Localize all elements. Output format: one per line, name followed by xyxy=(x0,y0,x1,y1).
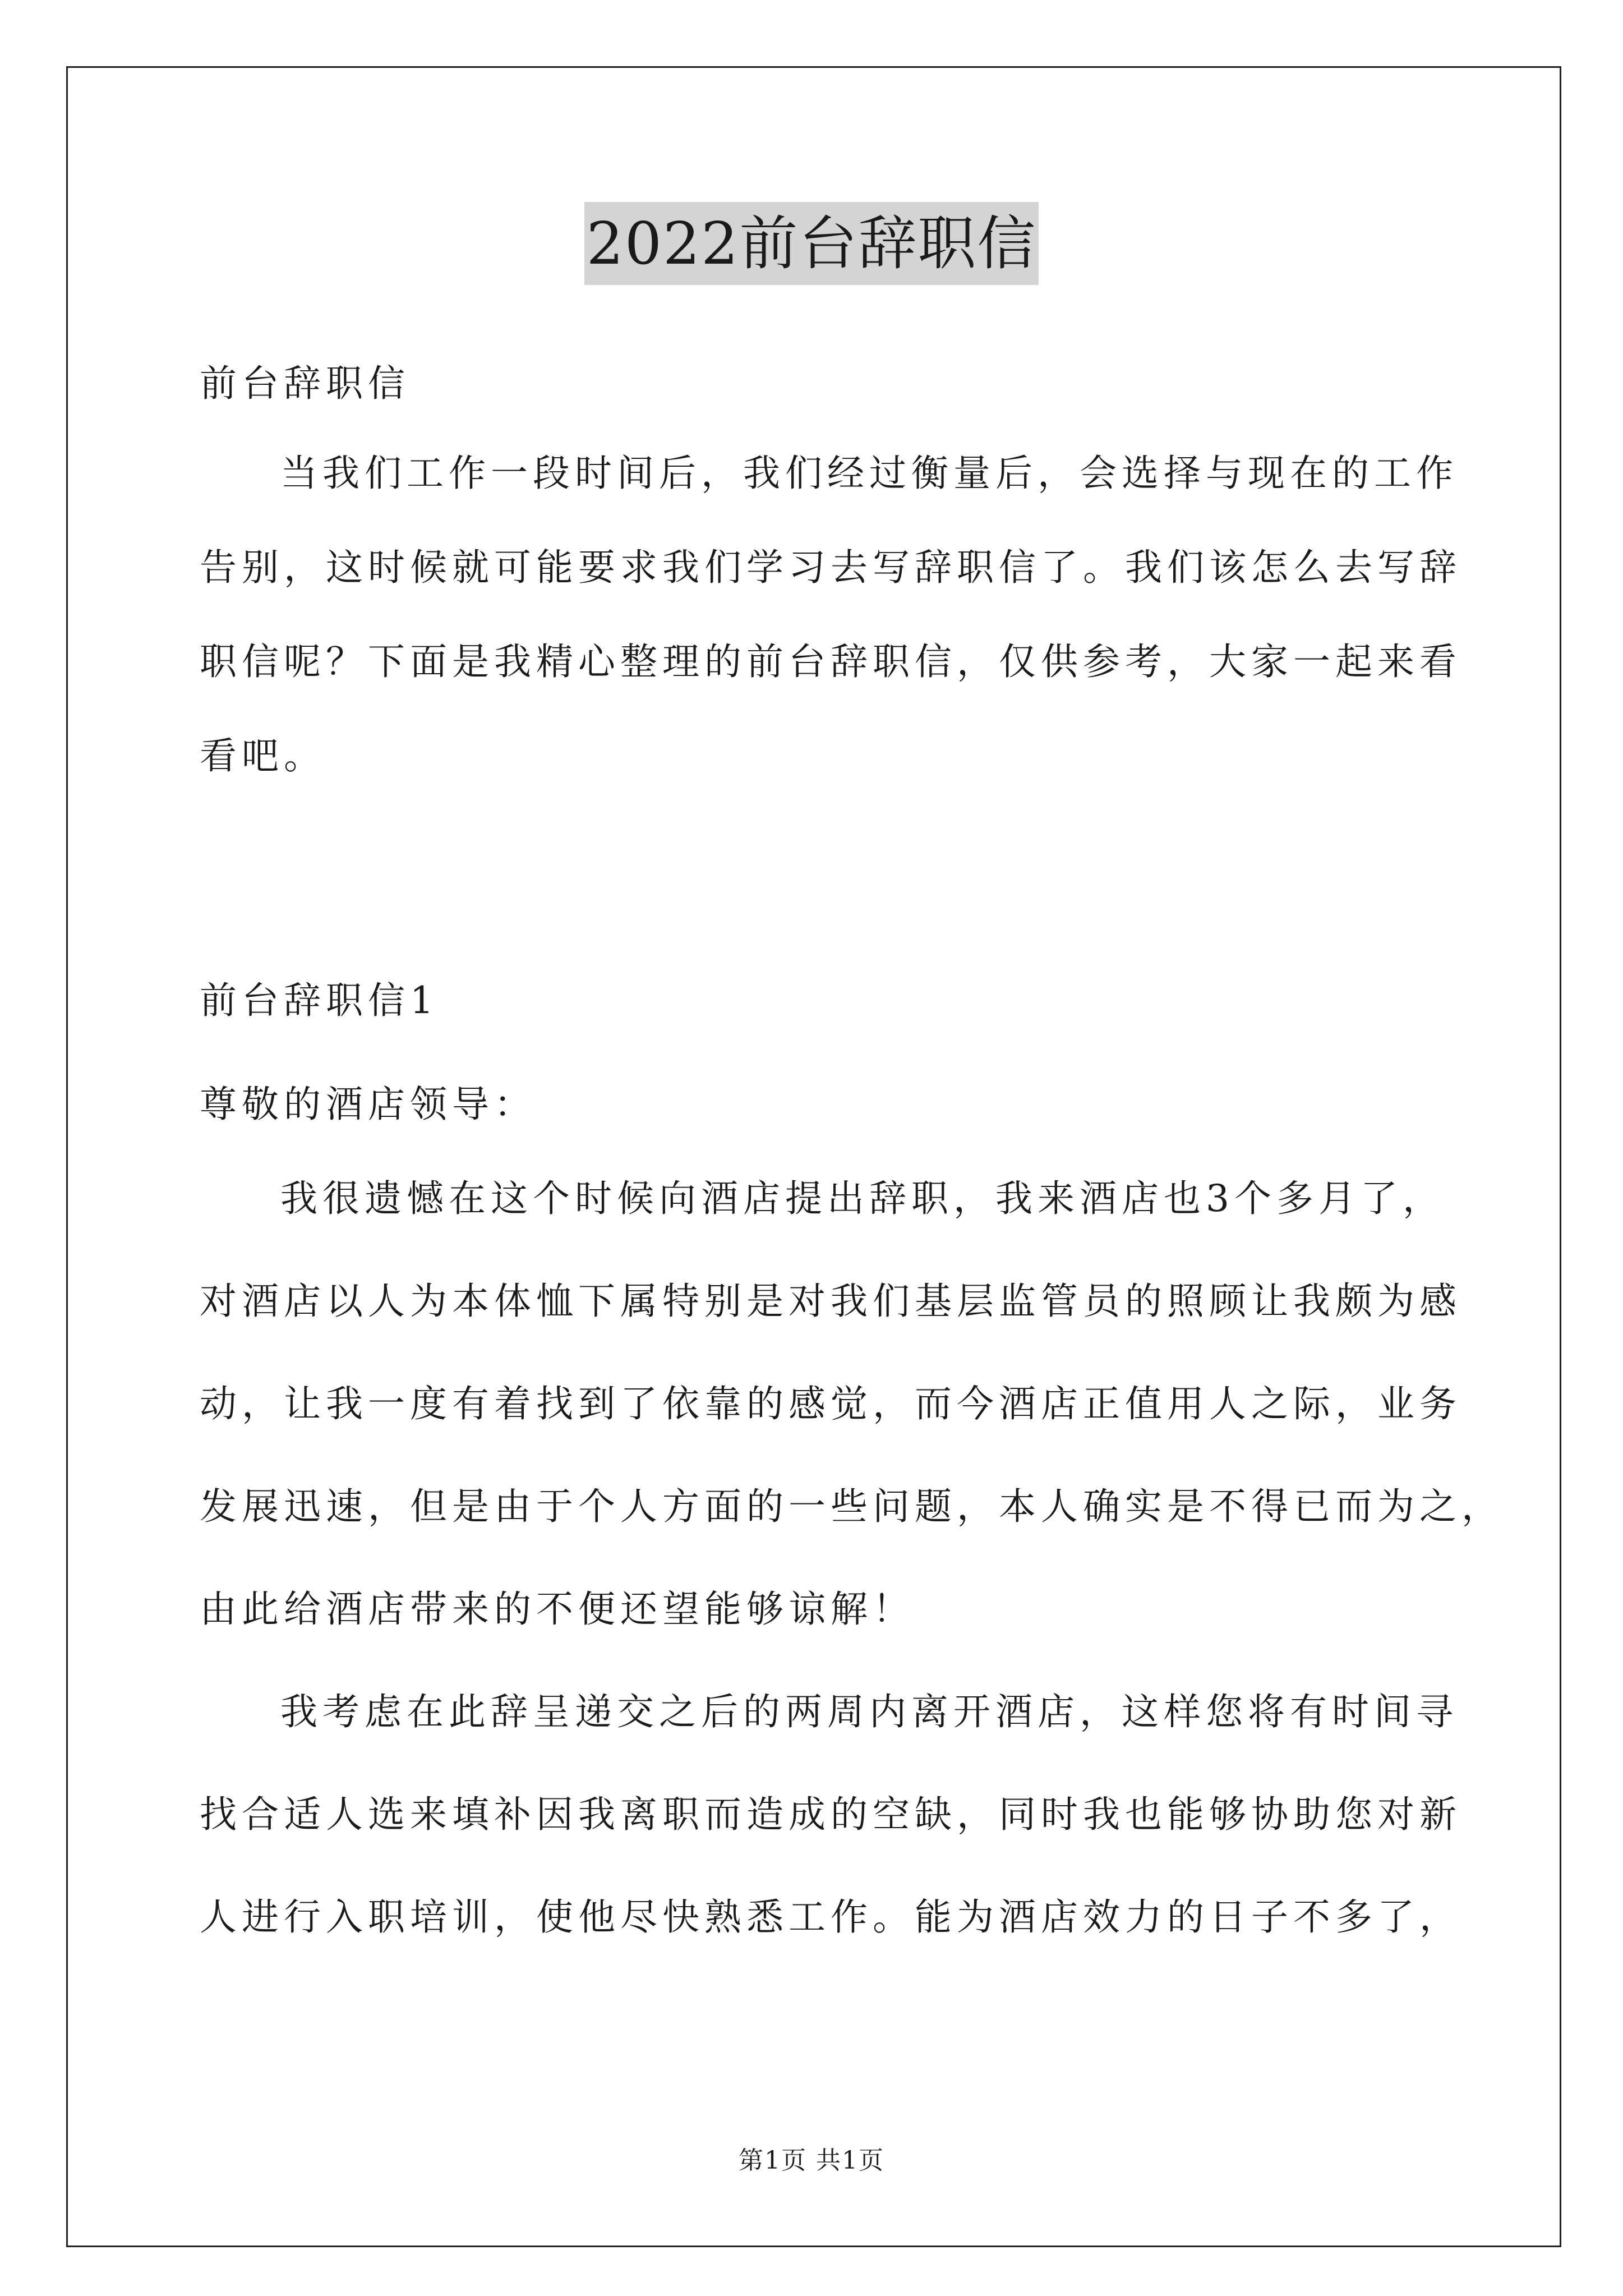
intro-line-2: 告别，这时候就可能要求我们学习去写辞职信了。我们该怎么去写辞 xyxy=(200,546,1461,589)
intro-line-1: 当我们工作一段时间后，我们经过衡量后，会选择与现在的工作 xyxy=(280,452,1458,495)
document-title: 2022前台辞职信 xyxy=(584,202,1039,285)
body-line-8: 人进行入职培训，使他尽快熟悉工作。能为酒店效力的日子不多了， xyxy=(200,1895,1461,1939)
intro-line-3: 职信呢？下面是我精心整理的前台辞职信，仅供参考，大家一起来看 xyxy=(200,640,1461,683)
body-line-6: 我考虑在此辞呈递交之后的两周内离开酒店，这样您将有时间寻 xyxy=(280,1690,1458,1733)
title-container xyxy=(0,202,1623,285)
intro-line-4: 看吧。 xyxy=(200,734,326,777)
salutation: 尊敬的酒店领导： xyxy=(200,1083,536,1126)
body-line-7: 找合适人选来填补因我离职而造成的空缺，同时我也能够协助您对新 xyxy=(200,1793,1461,1836)
section-heading: 前台辞职信 xyxy=(200,362,410,405)
body-line-2: 对酒店以人为本体恤下属特别是对我们基层监管员的照顾让我颇为感 xyxy=(200,1280,1461,1323)
body-line-3: 动，让我一度有着找到了依靠的感觉，而今酒店正值用人之际，业务 xyxy=(200,1382,1461,1425)
letter-heading: 前台辞职信1 xyxy=(200,979,439,1022)
page-footer: 第1页 共1页 xyxy=(739,2146,884,2175)
body-line-5: 由此给酒店带来的不便还望能够谅解！ xyxy=(200,1588,915,1631)
body-line-4: 发展迅速，但是由于个人方面的一些问题，本人确实是不得已而为之， xyxy=(200,1485,1504,1528)
body-line-1: 我很遗憾在这个时候向酒店提出辞职，我来酒店也3个多月了， xyxy=(280,1177,1445,1220)
